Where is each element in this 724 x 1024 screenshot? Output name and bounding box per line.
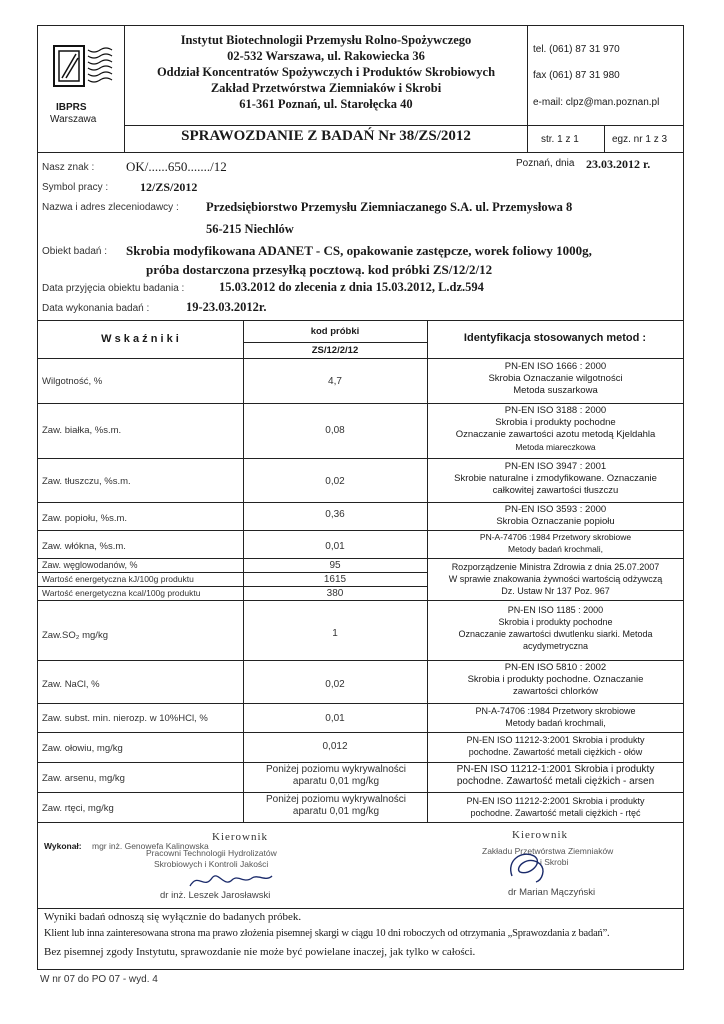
- method-line: Skrobia i produkty pochodne. Oznaczanie: [467, 674, 644, 685]
- method-so2: [428, 604, 683, 652]
- left-signature-title: Kierownik: [212, 831, 269, 843]
- indicator-nacl: Zaw. NaCl, %: [42, 679, 100, 690]
- method-line: PN-EN ISO 11212-1:2001 Skrobia i produkty: [456, 764, 655, 775]
- right-stamp-line1: Zakładu Przetwórstwa Ziemniaków: [482, 846, 614, 856]
- client-label: Nazwa i adres zleceniodawcy :: [42, 202, 179, 213]
- value-ash: 0,36: [325, 509, 345, 520]
- method-moisture: [428, 361, 683, 397]
- method-line: Oznaczanie zawartości azotu metodą Kjeldahla: [455, 429, 656, 440]
- method-line: Metoda suszarkowa: [513, 385, 598, 396]
- method-line: PN-EN ISO 11212-3:2001 Skrobia i produkty: [466, 735, 645, 745]
- indicator-energy-kcal: Wartość energetyczna kcal/100g produktu: [42, 588, 201, 598]
- method-arsenic: [428, 764, 683, 788]
- place-date-label: Poznań, dnia: [516, 158, 575, 169]
- value-energy-kcal: 380: [326, 588, 344, 599]
- right-signature-title: Kierownik: [512, 829, 569, 841]
- method-line: PN-EN ISO 1185 : 2000: [507, 605, 604, 615]
- method-line: Rozporządzenie Ministra Zdrowia z dnia 25.07.2007: [451, 562, 660, 572]
- method-line: pochodne. Zawartość metali ciężkich - rtęć: [470, 808, 641, 818]
- method-line: PN-EN ISO 5810 : 2002: [504, 662, 607, 673]
- email-address: e-mail: clpz@man.poznan.pl: [533, 97, 660, 108]
- method-nutrition-regulation: [428, 561, 683, 597]
- method-line: Dz. Ustaw Nr 137 Poz. 967: [501, 586, 610, 596]
- col-methods-header: Identyfikacja stosowanych metod :: [463, 332, 647, 344]
- indicator-energy-kj: Wartość energetyczna kJ/100g produktu: [42, 574, 194, 584]
- indicator-fat: Zaw. tłuszczu, %s.m.: [42, 476, 131, 487]
- received-value: 15.03.2012 do zlecenia z dnia 15.03.2012, L.dz.594: [219, 280, 484, 294]
- method-line: zawartości chlorków: [513, 686, 598, 697]
- department-name: Zakład Przetwórstwa Ziemniaków i Skrobi: [210, 81, 442, 95]
- col-code-value: ZS/12/2/12: [311, 345, 359, 356]
- indicator-moisture: Wilgotność, %: [42, 376, 103, 387]
- method-line: całkowitej zawartości tłuszczu: [492, 485, 619, 496]
- method-fat: [428, 461, 683, 497]
- method-fiber: [428, 531, 683, 555]
- right-signature-name: dr Marian Mączyński: [508, 887, 596, 898]
- left-stamp-line1: Pracowni Technologii Hydrolizatów: [146, 848, 277, 858]
- phone-number: tel. (061) 87 31 970: [533, 44, 620, 55]
- method-line: pochodne. Zawartość metali ciężkich - arsen: [456, 776, 655, 787]
- method-line: W sprawie znakowania żywności wartością odżywczą: [448, 574, 663, 584]
- value-arsenic: Poniżej poziomu wykrywalności aparatu 0,01 mg/kg: [265, 764, 407, 787]
- object-label: Obiekt badań :: [42, 246, 108, 257]
- value-carbohydrates: 95: [329, 560, 341, 571]
- performed-by-label: Wykonał:: [44, 841, 82, 851]
- method-mercury: [428, 795, 683, 819]
- institute-address: 02-532 Warszawa, ul. Rakowiecka 36: [227, 49, 425, 63]
- our-sign-label: Nasz znak :: [42, 162, 95, 173]
- method-line: PN-EN ISO 3188 : 2000: [504, 405, 607, 416]
- method-line: PN-A-74706 :1984 Przetwory skrobiowe: [475, 706, 636, 716]
- value-mercury: Poniżej poziomu wykrywalności aparatu 0,01 mg/kg: [265, 794, 407, 817]
- method-line: acydymetryczna: [522, 641, 589, 651]
- method-protein: [428, 405, 683, 453]
- tested-label: Data wykonania badań :: [42, 303, 150, 314]
- indicator-mercury: Zaw. rtęci, mg/kg: [42, 803, 114, 814]
- method-lead: [428, 734, 683, 758]
- method-line: Skrobia Oznaczanie wilgotności: [488, 373, 623, 384]
- method-line: PN-EN ISO 3947 : 2001: [504, 461, 607, 472]
- department-address: 61-361 Poznań, ul. Starołęcka 40: [239, 97, 413, 111]
- institute-block: [125, 32, 527, 112]
- work-symbol-value: 12/ZS/2012: [140, 180, 198, 194]
- value-fiber: 0,01: [325, 541, 345, 552]
- indicator-lead: Zaw. ołowiu, mg/kg: [42, 743, 123, 754]
- method-line: Metody badań krochmali,: [508, 544, 603, 554]
- page-count: str. 1 z 1: [541, 134, 579, 145]
- left-signature-name: dr inż. Leszek Jarosławski: [160, 890, 271, 901]
- report-title: SPRAWOZDANIE Z BADAŃ Nr 38/ZS/2012: [181, 128, 471, 144]
- left-signature: [186, 868, 276, 892]
- indicator-protein: Zaw. białka, %s.m.: [42, 425, 122, 436]
- performed-by-name: mgr inż. Genowefa Kalinowska: [92, 841, 209, 851]
- place-date-value: 23.03.2012 r.: [586, 157, 651, 171]
- method-line: Metody badań krochmali,: [505, 718, 606, 728]
- form-code: W nr 07 do PO 07 - wyd. 4: [40, 974, 158, 985]
- footer-note-1: Wyniki badań odnoszą się wyłącznie do badanych próbek.: [44, 911, 302, 923]
- value-so2: 1: [332, 628, 338, 639]
- object-line1: Skrobia modyfikowana ADANET - CS, opakowanie zastępcze, worek foliowy 1000g,: [126, 243, 592, 258]
- col-indicators-header: W s k a ź n i k i: [101, 333, 179, 345]
- right-signature: [500, 846, 560, 888]
- value-fat: 0,02: [325, 476, 345, 487]
- copy-number: egz. nr 1 z 3: [612, 134, 668, 145]
- right-stamp-line2: i Skrobi: [540, 857, 569, 867]
- indicator-ash: Zaw. popiołu, %s.m.: [42, 513, 128, 524]
- footer-note-2: Klient lub inna zainteresowana strona ma prawo złożenia pisemnej skargi w ciągu 10 dni roboczych od otrzymania „Sprawozdania z badań”.: [44, 928, 610, 939]
- branch-name: Oddział Koncentratów Spożywczych i Produktów Skrobiowych: [156, 65, 496, 79]
- method-nacl: [428, 662, 683, 698]
- our-sign-value: OK/......650......./12: [126, 159, 227, 174]
- method-line: Oznaczanie zawartości dwutlenku siarki. Metoda: [458, 629, 653, 639]
- received-label: Data przyjęcia obiektu badania :: [42, 283, 185, 294]
- indicator-fiber: Zaw. włókna, %s.m.: [42, 541, 126, 552]
- ibprs-logo: [46, 44, 122, 92]
- value-protein: 0,08: [325, 425, 345, 436]
- left-stamp-line2: Skrobiowych i Kontroli Jakości: [154, 859, 269, 869]
- object-line2: próba dostarczona przesyłką pocztową. kod próbki ZS/12/2/12: [146, 262, 493, 277]
- value-moisture: 4,7: [328, 376, 342, 387]
- value-energy-kj: 1615: [323, 574, 347, 585]
- client-address-line2: 56-215 Niechlów: [206, 222, 294, 236]
- tested-value: 19-23.03.2012r.: [186, 300, 267, 314]
- method-line: PN-EN ISO 11212-2:2001 Skrobia i produkty: [466, 796, 645, 806]
- logo-city: Warszawa: [50, 114, 97, 125]
- fax-number: fax (061) 87 31 980: [533, 70, 620, 81]
- col-code-header: kod próbki: [310, 326, 360, 337]
- work-symbol-label: Symbol pracy :: [42, 182, 109, 193]
- method-ash: [428, 504, 683, 528]
- value-lead: 0,012: [322, 741, 348, 752]
- method-line: PN-EN ISO 3593 : 2000: [504, 504, 607, 515]
- method-line: Skrobia i produkty pochodne: [498, 617, 613, 627]
- indicator-arsenic: Zaw. arsenu, mg/kg: [42, 773, 125, 784]
- method-line: Metoda miareczkowa: [515, 442, 596, 452]
- footer-note-3: Bez pisemnej zgody Instytutu, sprawozdanie nie może być powielane inaczej, jak tylko w całości.: [44, 946, 476, 958]
- method-line: PN-EN ISO 1666 : 2000: [504, 361, 607, 372]
- method-insoluble-minerals: [428, 705, 683, 729]
- logo-label: IBPRS: [56, 102, 87, 113]
- indicator-insoluble-minerals: Zaw. subst. min. nierozp. w 10%HCl, %: [42, 713, 208, 724]
- method-line: Skrobia Oznaczanie popiołu: [496, 516, 615, 527]
- indicator-carbohydrates: Zaw. węglowodanów, %: [42, 560, 138, 570]
- method-line: PN-A-74706 :1984 Przetwory skrobiowe: [479, 532, 632, 542]
- value-nacl: 0,02: [325, 679, 345, 690]
- method-line: Skrobie naturalne i zmodyfikowane. Oznaczanie: [454, 473, 657, 484]
- institute-name: Instytut Biotechnologii Przemysłu Rolno-Spożywczego: [180, 33, 472, 47]
- method-line: Skrobia i produkty pochodne: [495, 417, 616, 428]
- client-address-line1: Przedsiębiorstwo Przemysłu Ziemniaczanego S.A. ul. Przemysłowa 8: [206, 200, 573, 214]
- indicator-so2: Zaw.SO₂ mg/kg: [42, 630, 108, 641]
- method-line: pochodne. Zawartość metali ciężkich - ołów: [468, 747, 643, 757]
- value-insoluble-minerals: 0,01: [325, 713, 345, 724]
